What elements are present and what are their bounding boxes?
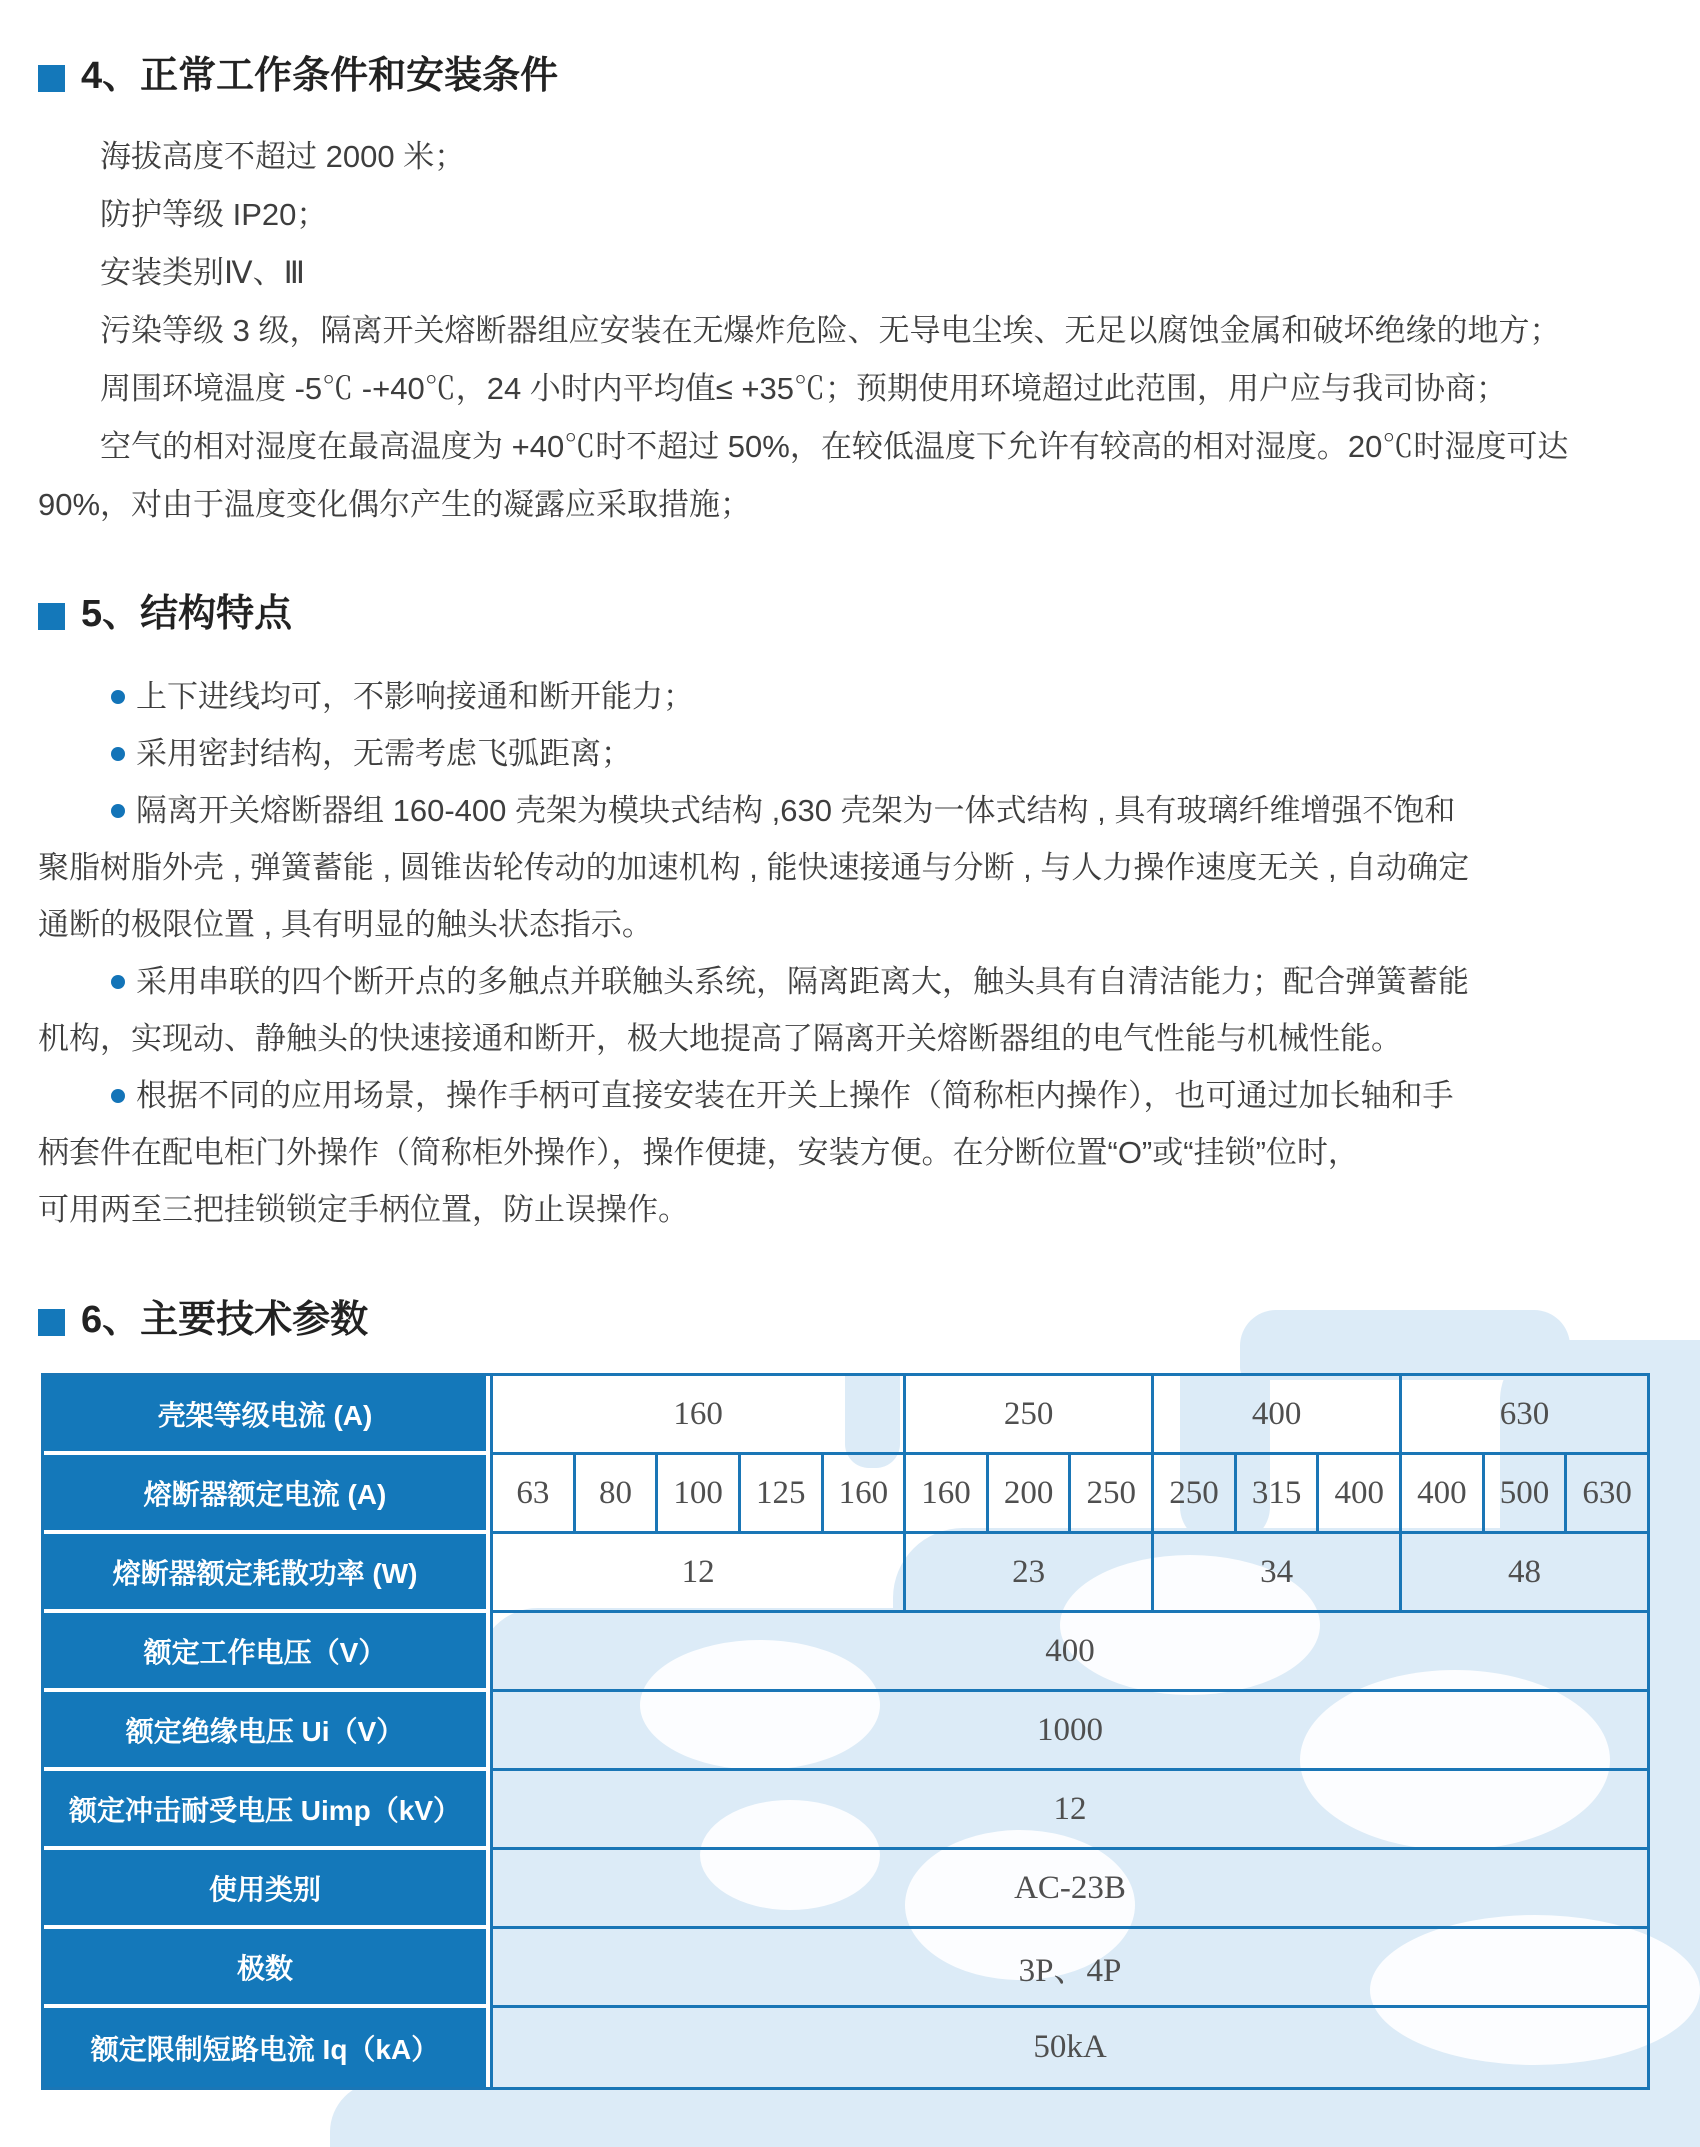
feature-line — [38, 782, 1662, 839]
row-header: 额定工作电压（V） — [44, 1613, 490, 1692]
row-header: 壳架等级电流 (A) — [44, 1376, 490, 1455]
row-header: 极数 — [44, 1929, 490, 2008]
bullet-icon — [111, 804, 125, 818]
section4-body — [38, 128, 1662, 534]
feature-line — [38, 953, 1662, 1010]
feature-line — [38, 668, 1662, 725]
value-cell: 400 — [1316, 1455, 1399, 1534]
value-cell: 12 — [490, 1534, 903, 1613]
feature-line — [38, 725, 1662, 782]
value-cell: 315 — [1234, 1455, 1317, 1534]
section5-body — [38, 668, 1662, 1238]
row-header: 额定冲击耐受电压 Uimp（kV） — [44, 1771, 490, 1850]
condition-line: 污染等级 3 级，隔离开关熔断器组应安装在无爆炸危险、无导电尘埃、无足以腐蚀金属和破坏绝缘的地方； — [100, 313, 1561, 348]
table-row-rated-voltage — [44, 1613, 1647, 1692]
bullet-icon — [111, 747, 125, 761]
feature-text: 隔离开关熔断器组 160-400 壳架为模块式结构 ,630 壳架为一体式结构 , 具有玻璃纤维增强不饱和 — [136, 793, 1456, 828]
condition-line: 90%，对由于温度变化偶尔产生的凝露应采取措施； — [38, 487, 752, 522]
section6-heading — [38, 1296, 368, 1344]
value-cell: 160 — [903, 1455, 986, 1534]
value-cell: 12 — [490, 1771, 1647, 1850]
value-cell: 500 — [1482, 1455, 1565, 1534]
watermark-shape — [330, 2082, 1700, 2147]
table-row-power-dissipation — [44, 1534, 1647, 1613]
value-cell: 160 — [490, 1376, 903, 1455]
feature-line: 可用两至三把挂锁锁定手柄位置，防止误操作。 — [38, 1192, 689, 1227]
bullet-icon — [111, 690, 125, 704]
value-cell: 400 — [1399, 1455, 1482, 1534]
table-row-utilization-category — [44, 1850, 1647, 1929]
bullet-icon — [111, 1089, 125, 1103]
section-marker-icon — [38, 603, 65, 630]
value-cell: 48 — [1399, 1534, 1647, 1613]
value-cell: 1000 — [490, 1692, 1647, 1771]
value-cell: 250 — [903, 1376, 1151, 1455]
value-cell: 50kA — [490, 2008, 1647, 2087]
value-cell: 200 — [986, 1455, 1069, 1534]
table-row-frame-current — [44, 1376, 1647, 1455]
value-cell: 63 — [490, 1455, 573, 1534]
watermark-shape — [1240, 1310, 1570, 1380]
value-cell: 400 — [1151, 1376, 1399, 1455]
table-row-insulation-voltage — [44, 1692, 1647, 1771]
row-header: 熔断器额定耗散功率 (W) — [44, 1534, 490, 1613]
value-cell: 3P、4P — [490, 1929, 1647, 2008]
feature-line: 柄套件在配电柜门外操作（简称柜外操作），操作便捷，安装方便。在分断位置“O”或“挂锁”位时， — [38, 1135, 1359, 1170]
section-marker-icon — [38, 65, 65, 92]
condition-line: 安装类别Ⅳ、Ⅲ — [100, 255, 305, 290]
condition-line: 周围环境温度 -5℃ -+40℃，24 小时内平均值≤ +35℃；预期使用环境超过此范围，用户应与我司协商； — [100, 371, 1507, 406]
value-cell: 160 — [821, 1455, 904, 1534]
bullet-icon — [111, 975, 125, 989]
condition-line: 空气的相对湿度在最高温度为 +40℃时不超过 50%，在较低温度下允许有较高的相对湿度。20℃时湿度可达 — [100, 429, 1569, 464]
value-cell: 630 — [1399, 1376, 1647, 1455]
row-header: 使用类别 — [44, 1850, 490, 1929]
value-cell: AC-23B — [490, 1850, 1647, 1929]
table-row-poles — [44, 1929, 1647, 2008]
feature-line: 聚脂树脂外壳 , 弹簧蓄能 , 圆锥齿轮传动的加速机构 , 能快速接通与分断 , 与人力操作速度无关 , 自动确定 — [38, 850, 1470, 885]
value-cell: 250 — [1068, 1455, 1151, 1534]
feature-line — [38, 1067, 1662, 1124]
section5-title: 5、结构特点 — [81, 593, 293, 635]
tech-params-table — [41, 1373, 1650, 2090]
section-marker-icon — [38, 1309, 65, 1336]
section6-title: 6、主要技术参数 — [81, 1299, 369, 1341]
condition-line: 防护等级 IP20； — [100, 197, 328, 232]
feature-line: 机构，实现动、静触头的快速接通和断开，极大地提高了隔离开关熔断器组的电气性能与机械性能。 — [38, 1021, 1402, 1056]
row-header: 额定绝缘电压 Ui（V） — [44, 1692, 490, 1771]
value-cell: 80 — [573, 1455, 656, 1534]
section4-title: 4、正常工作条件和安装条件 — [81, 55, 559, 97]
feature-line: 通断的极限位置 , 具有明显的触头状态指示。 — [38, 907, 653, 942]
row-header: 额定限制短路电流 Iq（kA） — [44, 2008, 490, 2087]
table-row-short-circuit-current — [44, 2008, 1647, 2087]
value-cell: 630 — [1564, 1455, 1647, 1534]
feature-text: 采用密封结构，无需考虑飞弧距离； — [136, 736, 632, 771]
value-cell: 23 — [903, 1534, 1151, 1613]
table-row-impulse-voltage — [44, 1771, 1647, 1850]
section4-heading — [38, 52, 558, 100]
feature-text: 采用串联的四个断开点的多触点并联触头系统，隔离距离大，触头具有自清洁能力；配合弹簧蓄能 — [136, 964, 1469, 999]
feature-text: 根据不同的应用场景，操作手柄可直接安装在开关上操作（简称柜内操作），也可通过加长轴和手 — [136, 1078, 1454, 1113]
section5-heading — [38, 590, 292, 638]
feature-text: 上下进线均可，不影响接通和断开能力； — [136, 679, 694, 714]
condition-line: 海拔高度不超过 2000 米； — [100, 139, 466, 174]
value-cell: 34 — [1151, 1534, 1399, 1613]
value-cell: 250 — [1151, 1455, 1234, 1534]
value-cell: 400 — [490, 1613, 1647, 1692]
value-cell: 100 — [655, 1455, 738, 1534]
table-row-fuse-current — [44, 1455, 1647, 1534]
row-header: 熔断器额定电流 (A) — [44, 1455, 490, 1534]
value-cell: 125 — [738, 1455, 821, 1534]
